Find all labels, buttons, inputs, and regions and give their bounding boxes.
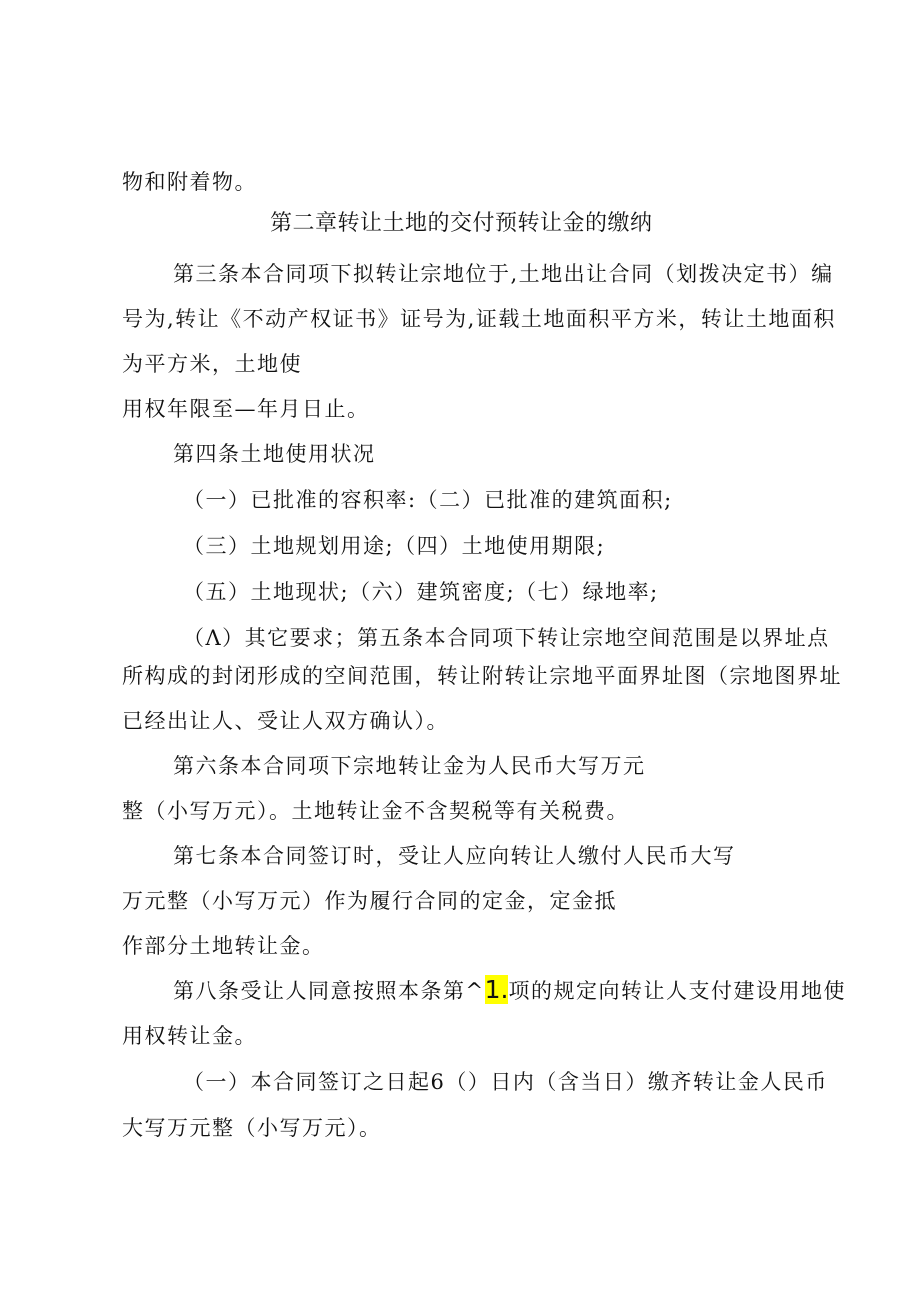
article-8-line-1-before: 第八条受让人同意按照本条第^ xyxy=(173,979,485,1003)
article-6-line-2: 整（小写万元）。土地转让金不含契税等有关税费。 xyxy=(122,799,629,823)
article-4-item-line-3: （五）土地现状;（六）建筑密度;（七）绿地率; xyxy=(183,580,659,604)
article-8-item-1-line-1: （一）本合同签订之日起6（）日内（含当日）缴齐转让金人民币 xyxy=(183,1070,828,1094)
chapter-title: 第二章转让土地的交付预转让金的缴纳 xyxy=(270,211,653,236)
article-4-item-line-4: （Λ）其它要求；第五条本合同项下转让宗地空间范围是以界址点 xyxy=(183,626,830,650)
article-3-line-4: 用权年限至—年月日止。 xyxy=(122,397,370,421)
article-4-title: 第四条土地使用状况 xyxy=(173,442,376,466)
article-3-line-2: 号为,转让《不动产权证书》证号为,证载土地面积平方米，转让土地面积 xyxy=(122,307,836,331)
article-7-line-1: 第七条本合同签订时，受让人应向转让人缴付人民币大写 xyxy=(173,844,736,868)
highlighted-item-number: 1. xyxy=(484,975,509,1004)
article-4-item-line-2: （三）土地规划用途;（四）土地使用期限; xyxy=(183,534,606,558)
article-8-line-1-after: 项的规定向转让人支付建设用地使 xyxy=(508,979,846,1003)
article-3-line-1: 第三条本合同项下拟转让宗地位于,土地出让合同（划拨决定书）编 xyxy=(173,262,834,286)
article-6-line-1: 第六条本合同项下宗地转让金为人民币大写万元 xyxy=(173,754,646,778)
article-4-item-line-1: （一）已批准的容积率:（二）已批准的建筑面积; xyxy=(183,488,673,512)
article-7-line-3: 作部分土地转让金。 xyxy=(122,934,325,958)
continuation-text: 物和附着物。 xyxy=(122,170,257,194)
article-3-line-3: 为平方米，土地使 xyxy=(122,352,302,376)
article-7-line-2: 万元整（小写万元）作为履行合同的定金，定金抵 xyxy=(122,889,617,913)
article-8-line-2: 用权转让金。 xyxy=(122,1024,257,1048)
article-5-line-2: 所构成的封闭形成的空间范围，转让附转让宗地平面界址图（宗地图界址 xyxy=(122,664,842,688)
article-5-line-3: 已经出让人、受让人双方确认）。 xyxy=(122,709,449,733)
article-8-line-1 xyxy=(173,976,846,1005)
article-8-item-1-line-2: 大写万元整（小写万元）。 xyxy=(122,1116,382,1140)
